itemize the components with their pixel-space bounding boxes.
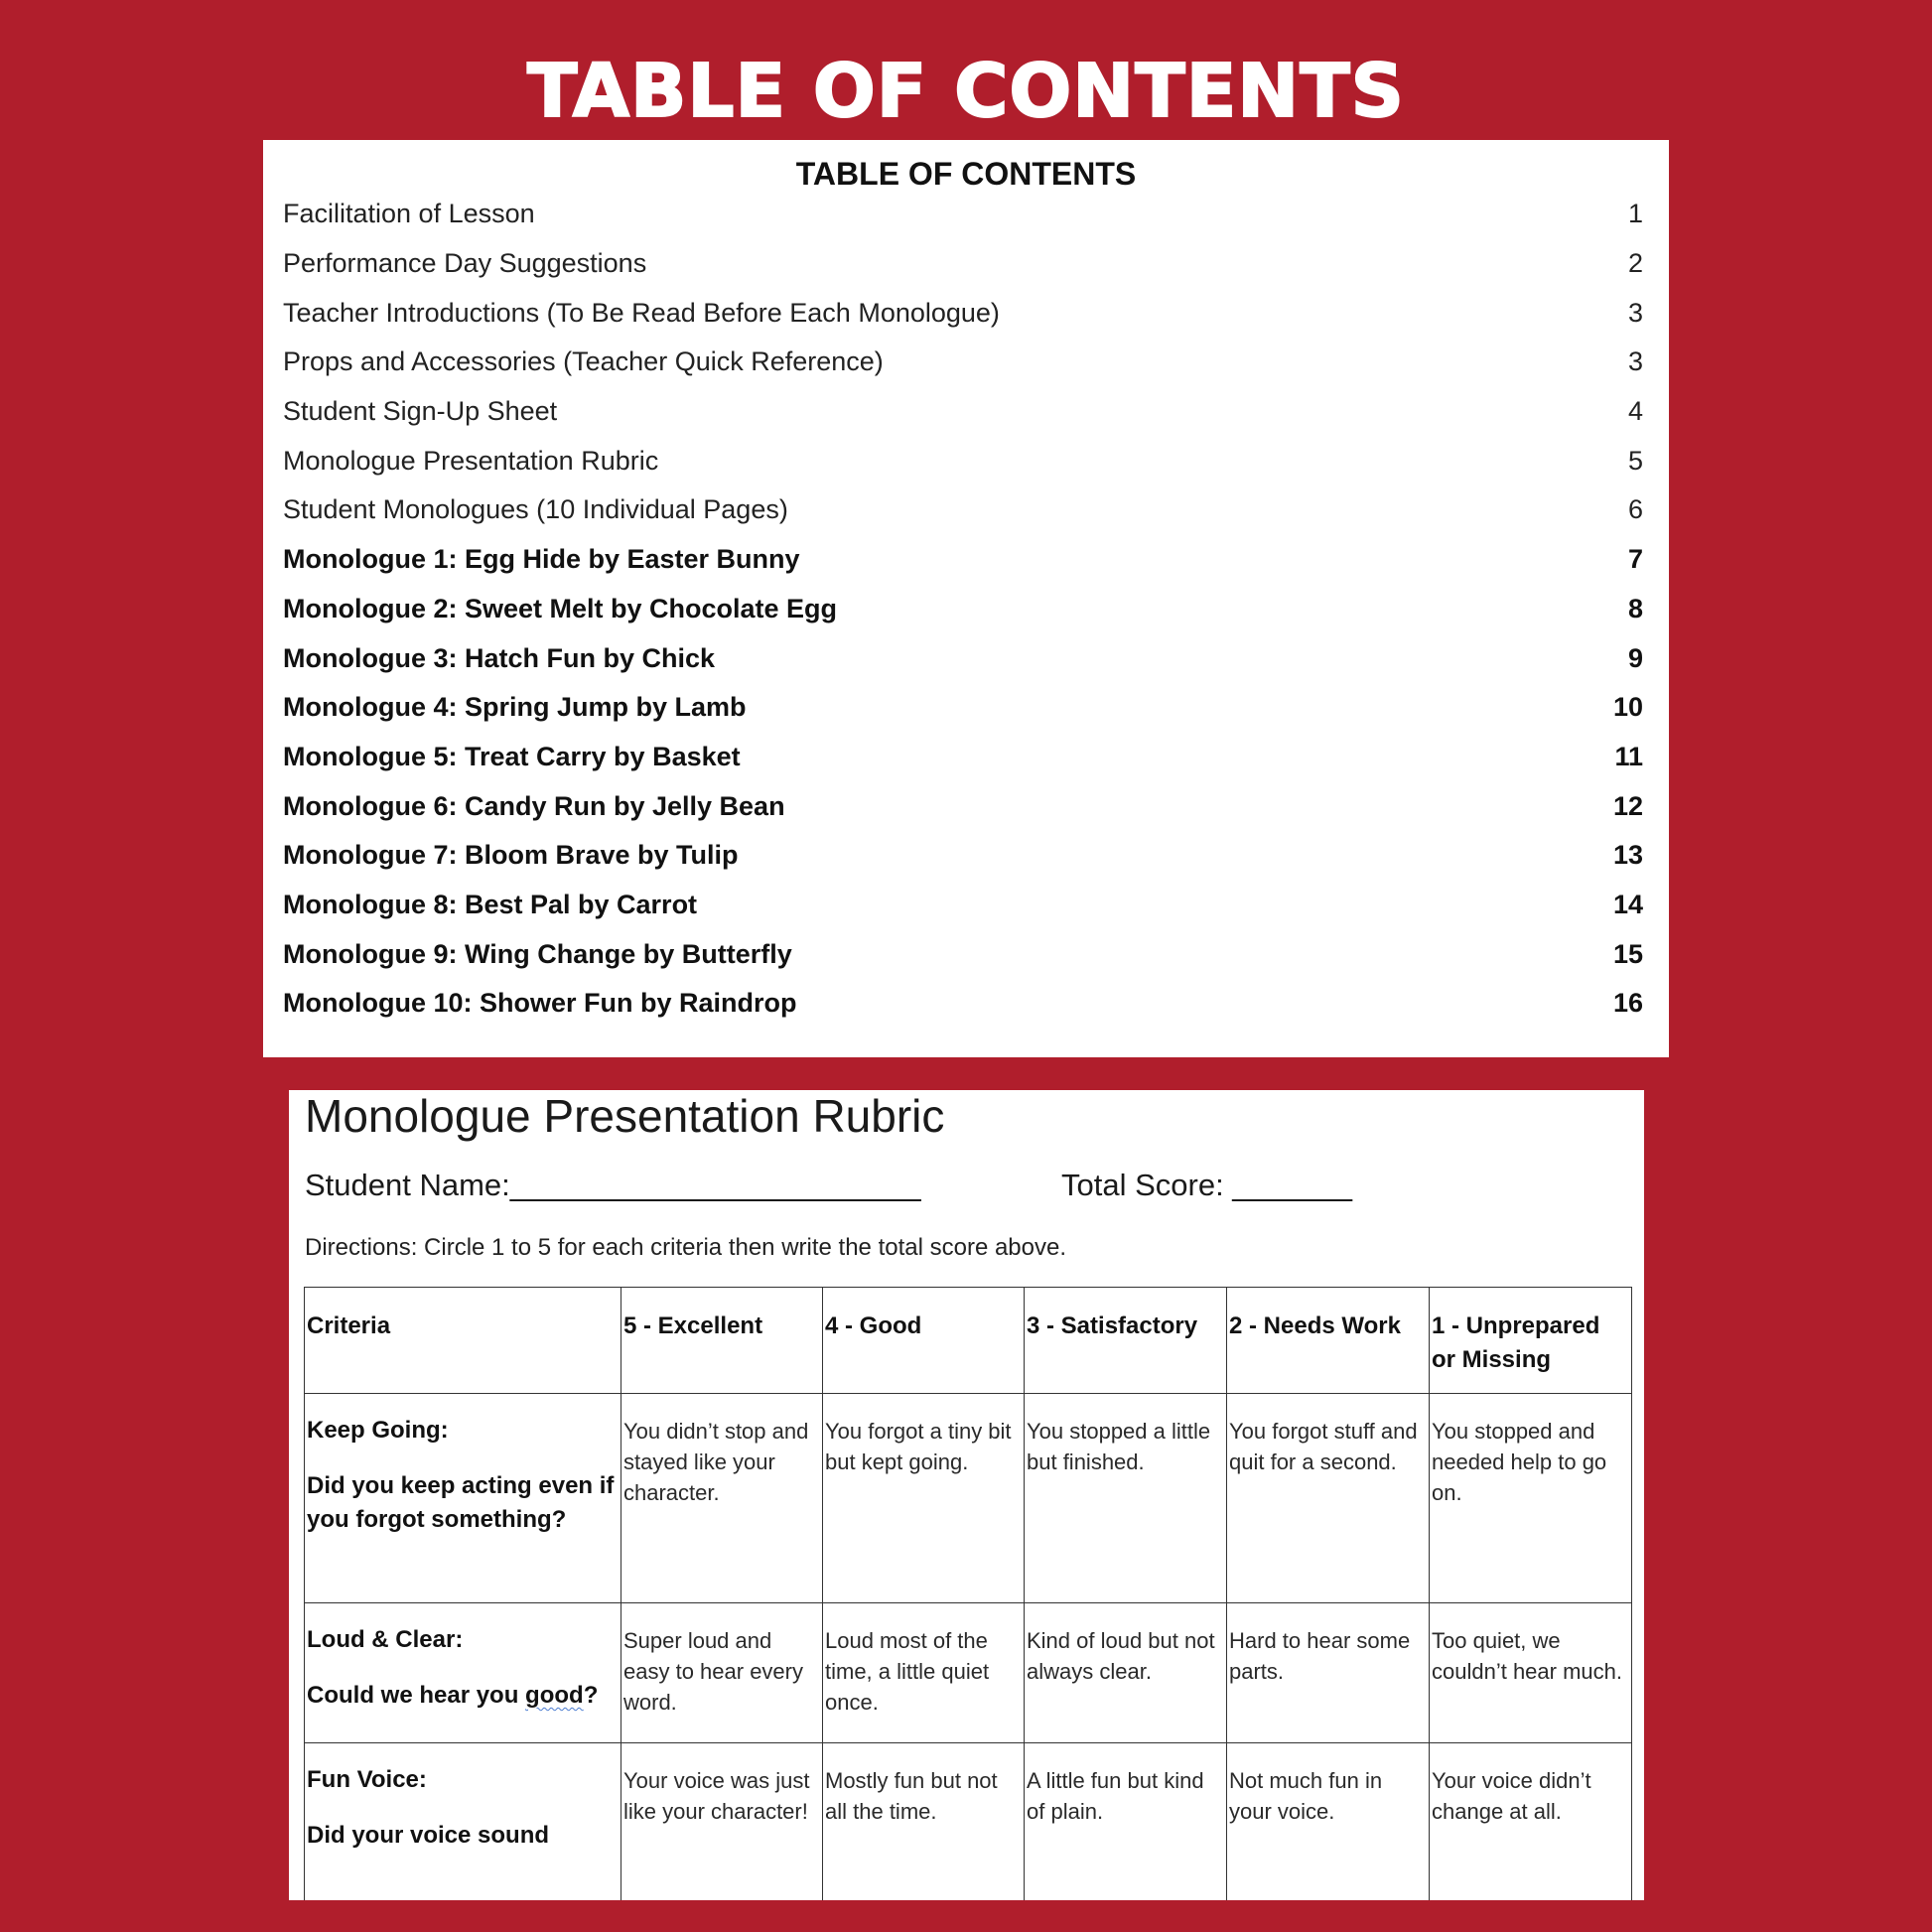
toc-entry-title: Monologue 3: Hatch Fun by Chick [283, 642, 716, 673]
toc-entry-page: 11 [1614, 741, 1643, 771]
rubric-title: Monologue Presentation Rubric [305, 1090, 945, 1142]
score-cell: Hard to hear some parts. [1227, 1603, 1430, 1743]
toc-entry [283, 585, 1649, 634]
score-cell: You forgot a tiny bit but kept going. [823, 1394, 1025, 1603]
score-cell: You stopped and needed help to go on. [1430, 1394, 1632, 1603]
toc-entry-title: Student Monologues (10 Individual Pages) [283, 494, 788, 525]
header-criteria: Criteria [305, 1288, 621, 1394]
criteria-question: Did your voice sound [307, 1822, 550, 1849]
toc-entry [283, 733, 1649, 782]
score-cell: Kind of loud but not always clear. [1025, 1603, 1227, 1743]
toc-entry-title: Monologue 8: Best Pal by Carrot [283, 889, 698, 919]
table-row [305, 1394, 1632, 1603]
criteria-question: Did you keep acting even if you forgot something? [307, 1472, 615, 1533]
header-unprepared: 1 - Unprepared or Missing [1430, 1288, 1632, 1394]
header-needs-work: 2 - Needs Work [1227, 1288, 1430, 1394]
toc-entry-page: 6 [1627, 494, 1643, 525]
toc-entry [283, 929, 1649, 979]
toc-entry-page: 3 [1627, 346, 1643, 377]
toc-entry-page: 5 [1627, 445, 1643, 476]
toc-entry-page: 3 [1627, 297, 1643, 328]
toc-entry-page: 9 [1627, 642, 1643, 673]
directions-text: Directions: Circle 1 to 5 for each criteria then write the total score above. [305, 1234, 1067, 1261]
toc-entry [283, 633, 1649, 683]
toc-entry-title: Performance Day Suggestions [283, 248, 647, 279]
toc-entry-page: 16 [1612, 988, 1643, 1019]
toc-entry-title: Teacher Introductions (To Be Read Before Each Monologue) [283, 297, 1000, 328]
criteria-label: Keep Going: [307, 1417, 449, 1444]
toc-entry [283, 535, 1649, 585]
toc-entry [283, 190, 1649, 239]
criteria-question [307, 1679, 619, 1713]
toc-entry-title: Monologue 10: Shower Fun by Raindrop [283, 988, 797, 1019]
toc-entry-page: 2 [1627, 248, 1643, 279]
criteria-label: Fun Voice: [307, 1766, 427, 1793]
table-row [305, 1743, 1632, 1901]
total-score-field: Total Score: _______ [1061, 1168, 1352, 1202]
toc-entry-title: Facilitation of Lesson [283, 199, 535, 229]
toc-entry-title: Monologue 2: Sweet Melt by Chocolate Egg [283, 593, 838, 623]
criteria-question-main: Could we hear you [307, 1682, 519, 1709]
criteria-cell [305, 1743, 621, 1901]
toc-entry-page: 12 [1612, 790, 1643, 821]
score-cell: Not much fun in your voice. [1227, 1743, 1430, 1901]
toc-entry-title: Monologue 9: Wing Change by Butterfly [283, 938, 792, 969]
toc-entry-page: 13 [1612, 840, 1643, 871]
score-cell: You didn’t stop and stayed like your character. [621, 1394, 823, 1603]
rubric-page [289, 1090, 1644, 1900]
rubric-table [304, 1287, 1632, 1900]
toc-entry-page: 10 [1612, 692, 1643, 723]
toc-entry [283, 979, 1649, 1029]
score-cell: Super loud and easy to hear every word. [621, 1603, 823, 1743]
toc-entry-title: Monologue 4: Spring Jump by Lamb [283, 692, 747, 723]
toc-entry [283, 881, 1649, 930]
spellcheck-word: good [525, 1682, 584, 1709]
score-cell: Too quiet, we couldn’t hear much. [1430, 1603, 1632, 1743]
score-cell: A little fun but kind of plain. [1025, 1743, 1227, 1901]
toc-entry-title: Props and Accessories (Teacher Quick Reference) [283, 346, 884, 377]
toc-heading: TABLE OF CONTENTS [795, 156, 1137, 192]
header-excellent: 5 - Excellent [621, 1288, 823, 1394]
toc-entry-title: Monologue Presentation Rubric [283, 445, 659, 476]
toc-entry-page: 7 [1627, 544, 1643, 575]
toc-entry-title: Monologue 7: Bloom Brave by Tulip [283, 840, 739, 871]
toc-entry [283, 485, 1649, 535]
toc-entry [283, 338, 1649, 387]
toc-entry-page: 4 [1627, 396, 1643, 427]
toc-entry [283, 781, 1649, 831]
toc-entry-page: 1 [1627, 199, 1643, 229]
score-cell: Your voice was just like your character! [621, 1743, 823, 1901]
criteria-question-end: ? [583, 1682, 599, 1709]
header-good: 4 - Good [823, 1288, 1025, 1394]
toc-page [263, 140, 1669, 1057]
toc-entry [283, 239, 1649, 289]
header-satisfactory: 3 - Satisfactory [1025, 1288, 1227, 1394]
student-name-field: Student Name:________________________ [305, 1168, 921, 1202]
toc-entry [283, 436, 1649, 485]
score-cell: You stopped a little but finished. [1025, 1394, 1227, 1603]
banner-title: TABLE OF CONTENTS [527, 49, 1405, 134]
toc-entry-page: 14 [1612, 889, 1643, 919]
toc-entry-title: Monologue 6: Candy Run by Jelly Bean [283, 790, 785, 821]
toc-entry-page: 15 [1612, 938, 1643, 969]
criteria-cell [305, 1603, 621, 1743]
score-cell: Your voice didn’t change at all. [1430, 1743, 1632, 1901]
toc-entry [283, 288, 1649, 338]
toc-entry [283, 831, 1649, 881]
toc-entry-title: Student Sign-Up Sheet [283, 396, 558, 427]
criteria-cell [305, 1394, 621, 1603]
score-cell: You forgot stuff and quit for a second. [1227, 1394, 1430, 1603]
table-row [305, 1603, 1632, 1743]
score-cell: Mostly fun but not all the time. [823, 1743, 1025, 1901]
toc-entry-title: Monologue 5: Treat Carry by Basket [283, 741, 741, 771]
criteria-label: Loud & Clear: [307, 1626, 464, 1653]
toc-list [283, 190, 1649, 1029]
toc-entry-page: 8 [1627, 593, 1643, 623]
toc-entry [283, 387, 1649, 437]
table-header-row [305, 1288, 1632, 1394]
toc-entry [283, 683, 1649, 733]
score-cell: Loud most of the time, a little quiet once. [823, 1603, 1025, 1743]
toc-entry-title: Monologue 1: Egg Hide by Easter Bunny [283, 544, 800, 575]
